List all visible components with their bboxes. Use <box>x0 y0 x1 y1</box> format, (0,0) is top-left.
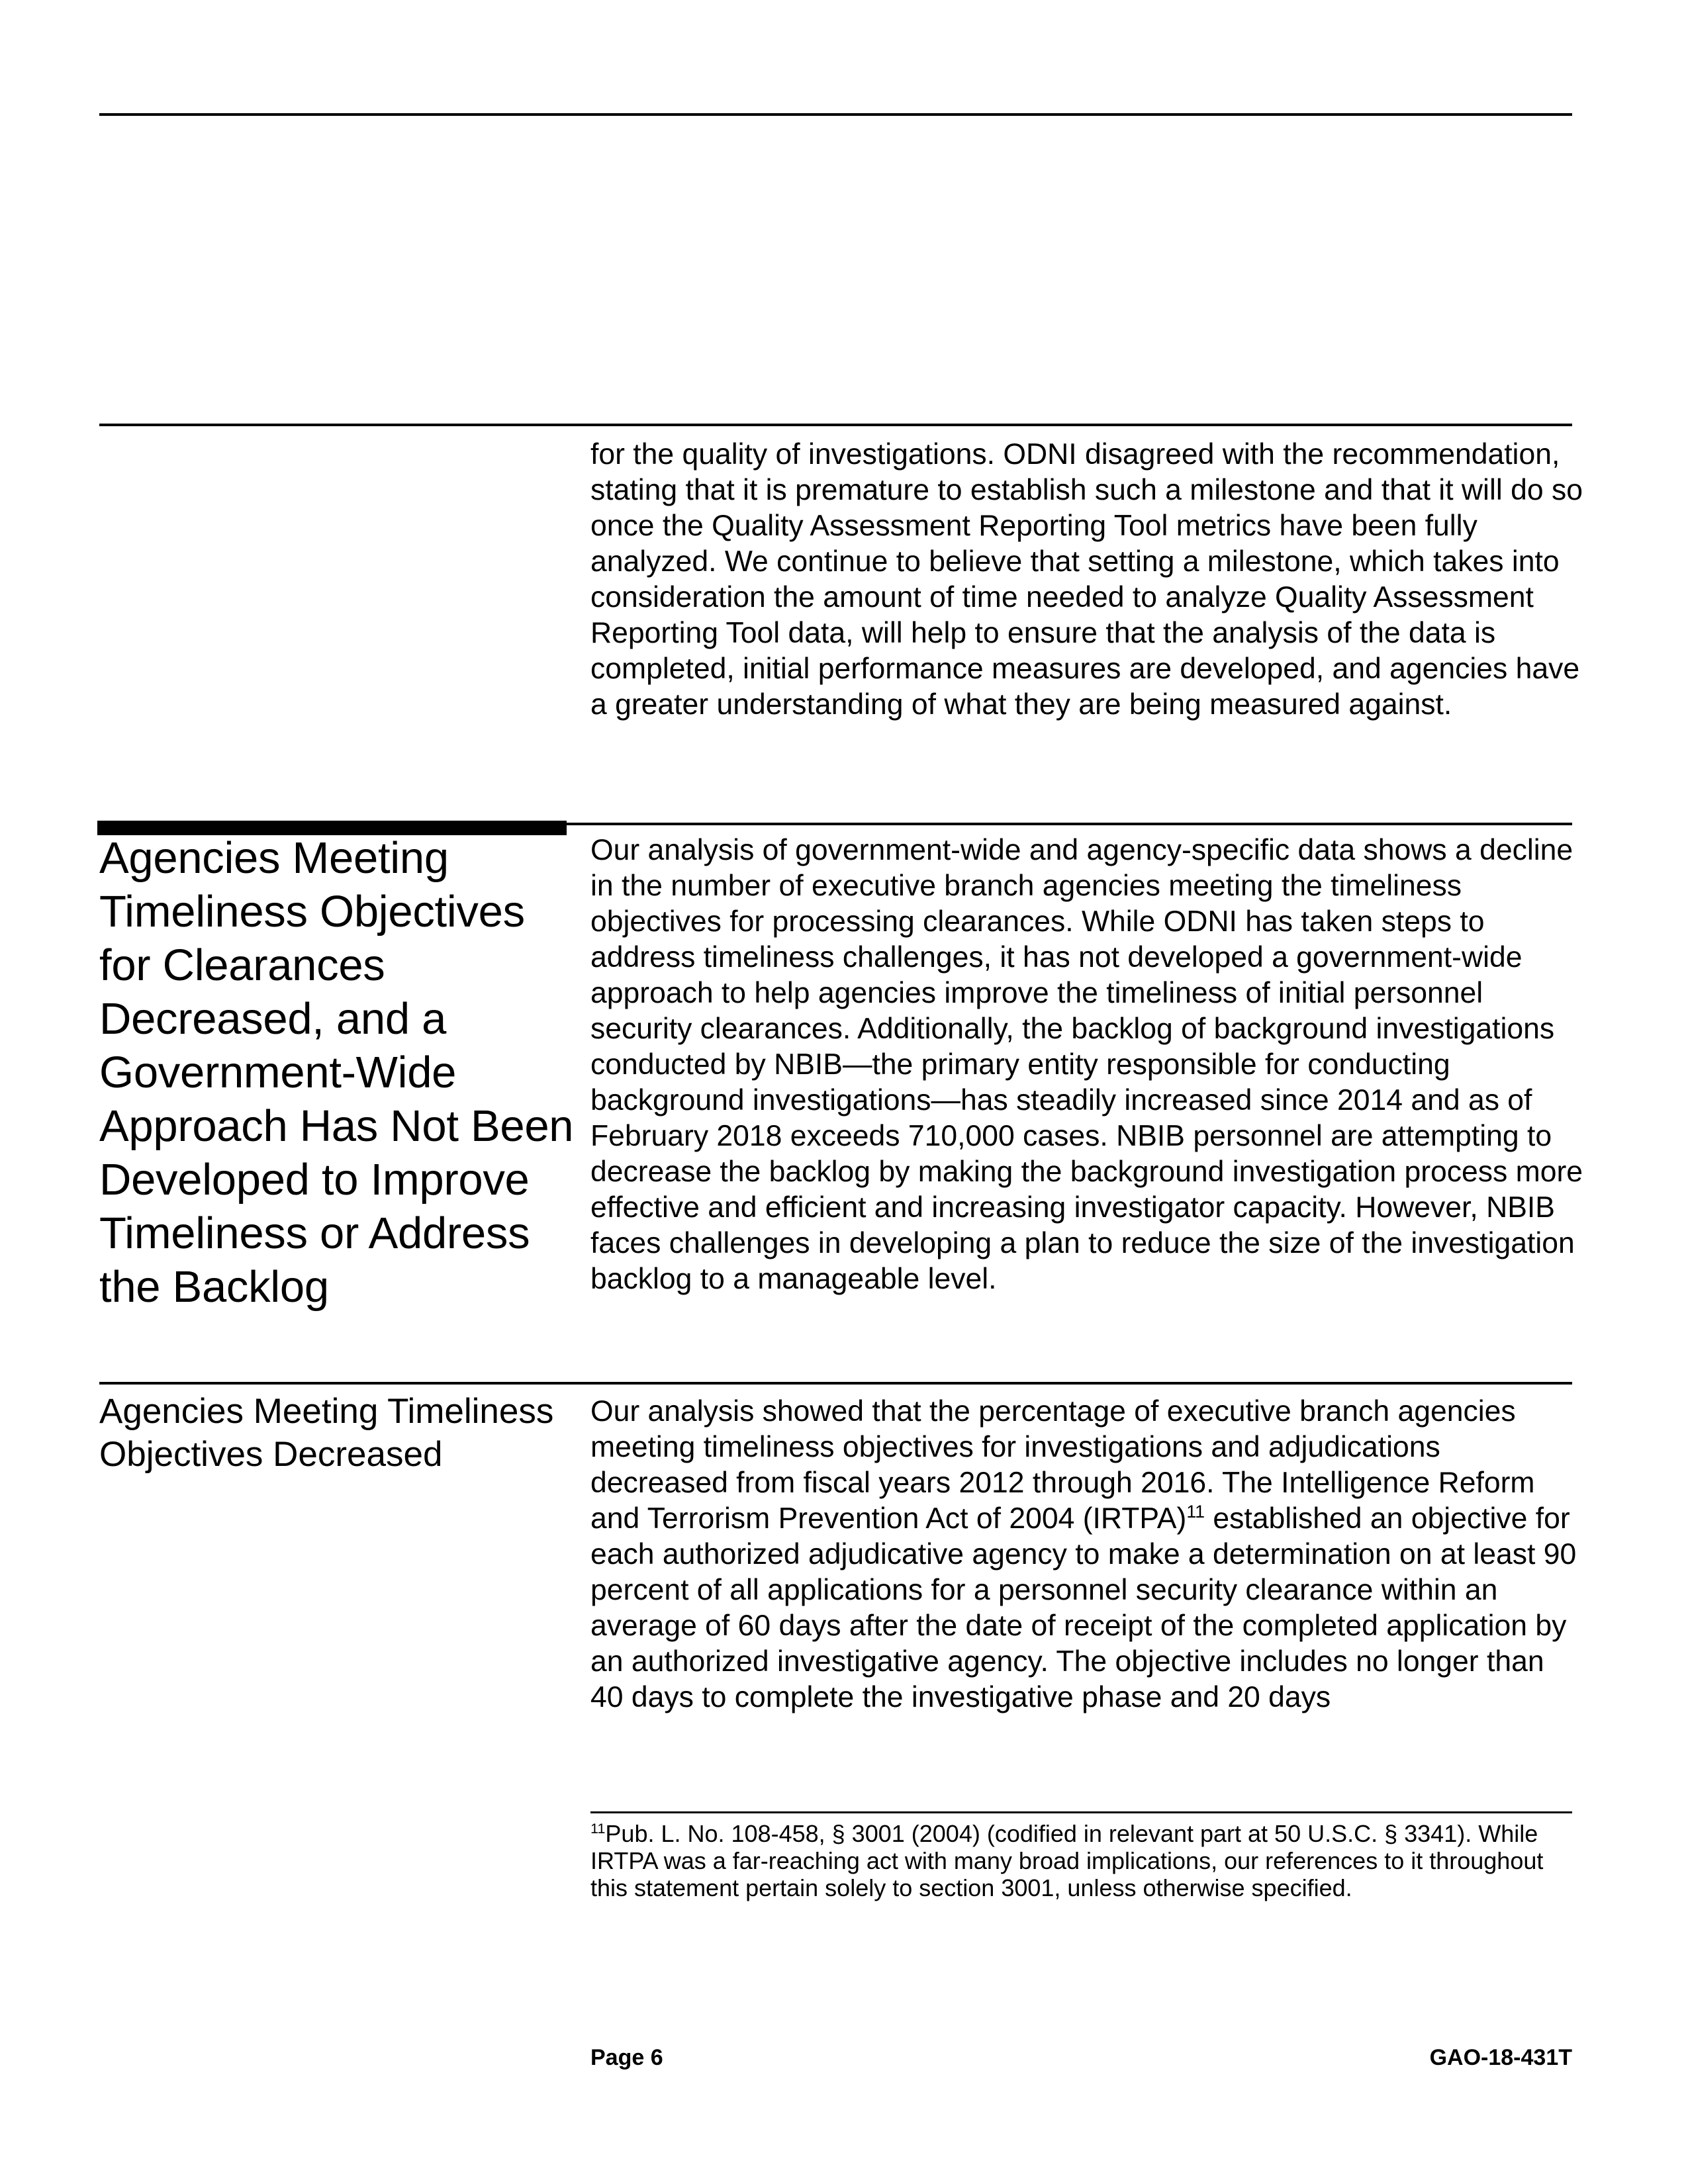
section2-paragraph <box>590 1394 1583 1715</box>
continuation-text: for the quality of investigations. ODNI disagreed with the recommendation, stating that it is premature to establish such a milestone and that it will do so once the Quality Assessment Reporting Tool metrics have been fully analyzed. We continue to believe that setting a milestone, which takes into consideration the amount of time needed to analyze Quality Assessment Reporting Tool data, will help to ensure that the analysis of the data is completed, initial performance measures are developed, and agencies have a greater understanding of what they are being measured against. <box>590 438 1583 721</box>
report-id: GAO-18-431T <box>1429 2045 1572 2070</box>
footnote-number: 11 <box>590 1820 606 1837</box>
section-heading-major: Agencies Meeting Timeliness Objectives for Clearances Decreased, and a Government-Wide Approach Has Not Been Developed to Improve Timeliness or Address the Backlog <box>99 833 574 1312</box>
section2-text-before: Our analysis showed that the percentage of executive branch agencies meeting timeliness objectives for investigations and adjudications decreased from fiscal years 2012 through 2016. The Intelligence Reform and Terrorism Prevention Act of 2004 (IRTPA) <box>590 1395 1535 1535</box>
section1-paragraph <box>590 833 1583 1297</box>
footnote-text: Pub. L. No. 108-458, § 3001 (2004) (codified in relevant part at 50 U.S.C. § 3341). While IRTPA was a far-reaching act with many broad implications, our references to it throughout this statement pertain solely to section 3001, unless otherwise specified. <box>590 1820 1544 1901</box>
footnote <box>590 1820 1583 1901</box>
header-rule <box>99 113 1572 116</box>
section-rule-2 <box>99 1382 1572 1385</box>
footnote-rule <box>590 1811 1572 1813</box>
section1-text: Our analysis of government-wide and agency-specific data shows a decline in the number of executive branch agencies meeting the timeliness objectives for processing clearances. While ODNI has taken steps to address timeliness challenges, it has not developed a government-wide approach to help agencies improve the timeliness of initial personnel security clearances. Additionally, the backlog of background investigations conducted by NBIB—the primary entity responsible for conducting background investigations—has steadily increased since 2014 and as of February 2018 exceeds 710,000 cases. NBIB personnel are attempting to decrease the backlog by making the background investigation process more effective and efficient and increasing investigator capacity. However, NBIB faces challenges in developing a plan to reduce the size of the investigation backlog to a manageable level. <box>590 834 1583 1295</box>
section-heading-minor: Agencies Meeting Timeliness Objectives Decreased <box>99 1392 554 1474</box>
footnote-reference[interactable]: 11 <box>1186 1502 1205 1522</box>
continuation-paragraph <box>590 437 1583 723</box>
section2-text <box>590 1394 1583 1715</box>
section-rule-1 <box>567 823 1572 825</box>
section-rule-top <box>99 424 1572 426</box>
section2-text-after: established an objective for each authorized adjudicative agency to make a determination on at least 90 percent of all applications for a personnel security clearance within an average of 60 days after the date of receipt of the completed application by an authorized investigative agency. The objective includes no longer than 40 days to complete the investigative phase and 20 days <box>590 1502 1577 1713</box>
page-number: Page 6 <box>590 2045 663 2070</box>
